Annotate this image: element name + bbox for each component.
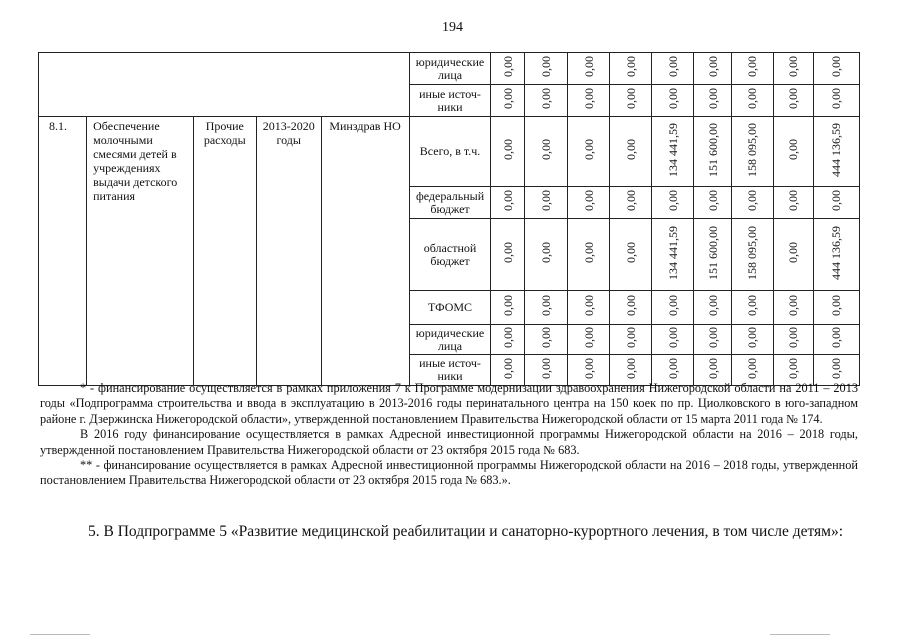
source-label: иные источ-ники <box>409 85 491 117</box>
value-cell <box>525 85 568 117</box>
value-text: 0,00 <box>786 88 801 109</box>
value-cell <box>773 291 813 325</box>
value-text: 0,00 <box>539 56 554 77</box>
value-text: 0,00 <box>745 56 760 77</box>
executor: Минздрав НО <box>321 117 409 386</box>
value-cell <box>610 53 652 85</box>
value-text: 0,00 <box>623 190 638 211</box>
source-label: юридические лица <box>409 53 491 85</box>
source-label: иные источ-ники <box>409 355 491 386</box>
value-cell <box>652 85 694 117</box>
value-text: 0,00 <box>500 357 515 379</box>
value-cell <box>773 117 813 187</box>
value-cell <box>652 53 694 85</box>
section-heading: 5. В Подпрограмме 5 «Развитие медицинской реабилитации и санаторно-курортного лечения, в том числе детям»: <box>88 523 844 540</box>
value-cell <box>813 325 859 355</box>
value-cell <box>773 85 813 117</box>
page-number: 194 <box>442 20 463 35</box>
value-cell <box>652 325 694 355</box>
scan-artifact-line <box>30 634 90 635</box>
value-cell <box>491 291 525 325</box>
value-text: 0,00 <box>581 295 596 316</box>
value-text: 0,00 <box>705 190 720 211</box>
value-text: 0,00 <box>500 295 515 316</box>
value-cell <box>813 85 859 117</box>
value-cell <box>491 219 525 291</box>
table-row <box>39 53 860 85</box>
value-text: 0,00 <box>665 357 680 379</box>
value-cell <box>652 291 694 325</box>
value-cell <box>813 291 859 325</box>
value-text: 158 095,00 <box>745 225 760 280</box>
value-text: 444 136,59 <box>829 225 844 280</box>
source-label: Всего, в т.ч. <box>409 117 491 187</box>
value-text: 0,00 <box>539 295 554 316</box>
value-cell <box>568 53 610 85</box>
value-text: 0,00 <box>786 56 801 77</box>
value-text: 0,00 <box>500 88 515 109</box>
value-text: 0,00 <box>581 327 596 348</box>
value-cell <box>731 219 773 291</box>
value-text: 0,00 <box>829 295 844 316</box>
value-cell <box>568 291 610 325</box>
value-cell <box>491 53 525 85</box>
value-cell <box>773 325 813 355</box>
value-cell <box>610 117 652 187</box>
source-label: федеральный бюджет <box>409 187 491 219</box>
value-text: 0,00 <box>539 190 554 211</box>
value-text: 0,00 <box>829 56 844 77</box>
value-text: 0,00 <box>705 357 720 379</box>
item-number: 8.1. <box>39 117 87 386</box>
scan-artifact-line <box>770 634 830 635</box>
value-text: 0,00 <box>745 357 760 379</box>
value-text: 0,00 <box>539 88 554 109</box>
value-cell <box>525 219 568 291</box>
value-cell <box>773 53 813 85</box>
value-text: 0,00 <box>623 139 638 160</box>
continuation-empty-cell <box>39 53 410 117</box>
value-cell <box>694 291 732 325</box>
value-text: 0,00 <box>539 242 554 263</box>
table-body <box>39 53 860 386</box>
value-cell <box>694 117 732 187</box>
value-text: 0,00 <box>705 327 720 348</box>
value-text: 0,00 <box>539 357 554 379</box>
value-cell <box>731 53 773 85</box>
value-text: 0,00 <box>786 242 801 263</box>
value-text: 0,00 <box>745 190 760 211</box>
value-text: 0,00 <box>623 88 638 109</box>
value-text: 0,00 <box>623 56 638 77</box>
value-text: 0,00 <box>581 190 596 211</box>
value-text: 444 136,59 <box>829 122 844 177</box>
value-cell <box>731 85 773 117</box>
value-text: 0,00 <box>665 295 680 316</box>
value-cell <box>773 187 813 219</box>
value-cell <box>813 117 859 187</box>
value-text: 0,00 <box>745 327 760 348</box>
source-label: ТФОМС <box>409 291 491 325</box>
value-cell <box>731 187 773 219</box>
value-text: 0,00 <box>581 242 596 263</box>
value-cell <box>652 117 694 187</box>
value-cell <box>568 187 610 219</box>
value-text: 151 600,00 <box>705 225 720 280</box>
value-text: 0,00 <box>665 56 680 77</box>
value-cell <box>731 291 773 325</box>
value-text: 0,00 <box>500 139 515 160</box>
source-label: юридические лица <box>409 325 491 355</box>
value-cell <box>652 219 694 291</box>
value-cell <box>610 325 652 355</box>
value-text: 0,00 <box>786 357 801 379</box>
value-text: 0,00 <box>786 327 801 348</box>
value-cell <box>525 291 568 325</box>
value-text: 158 095,00 <box>745 122 760 177</box>
period: 2013-2020 годы <box>257 117 321 386</box>
value-cell <box>568 117 610 187</box>
value-cell <box>773 219 813 291</box>
financing-table <box>38 52 860 386</box>
value-text: 0,00 <box>665 190 680 211</box>
value-cell <box>731 325 773 355</box>
footnotes <box>40 381 858 489</box>
value-text: 0,00 <box>786 295 801 316</box>
value-cell <box>568 325 610 355</box>
value-text: 0,00 <box>500 327 515 348</box>
value-cell <box>610 219 652 291</box>
value-cell <box>652 187 694 219</box>
value-text: 0,00 <box>581 139 596 160</box>
value-cell <box>525 53 568 85</box>
table-row <box>39 117 860 187</box>
value-cell <box>610 187 652 219</box>
value-text: 0,00 <box>745 88 760 109</box>
value-text: 0,00 <box>786 139 801 160</box>
value-text: 0,00 <box>829 190 844 211</box>
value-cell <box>568 85 610 117</box>
expense-type: Прочие расходы <box>193 117 256 386</box>
value-cell <box>694 325 732 355</box>
value-cell <box>694 219 732 291</box>
value-cell <box>491 117 525 187</box>
value-cell <box>525 187 568 219</box>
value-text: 0,00 <box>623 327 638 348</box>
value-cell <box>568 219 610 291</box>
value-cell <box>610 291 652 325</box>
value-text: 0,00 <box>623 357 638 379</box>
value-text: 0,00 <box>829 327 844 348</box>
value-text: 151 600,00 <box>705 122 720 177</box>
value-text: 0,00 <box>665 88 680 109</box>
value-cell <box>610 85 652 117</box>
value-cell <box>731 117 773 187</box>
value-text: 0,00 <box>623 242 638 263</box>
value-cell <box>491 187 525 219</box>
footnote-double-star: ** - финансирование осуществляется в рамках Адресной инвестиционной программы Нижегородской области на 2016 – 2018 годы, утвержденной постановлением Правительства Нижегородской области от 23 октября 2015 года № 683.». <box>40 458 858 488</box>
footnote-star: * - финансирование осуществляется в рамках приложения 7 к Программе модернизации здравоохранения Нижегородской области на 2011 – 2013 годы «Подпрограмма строительства и ввода в эксплуатацию в 2013-2016 годы перинатального центра на 150 коек по пр. Циолковского в юго-западном районе г. Дзержинска Нижегородской области», утвержденной постановлением Правительства Нижегородской области от 15 марта 2011 года № 174. <box>40 381 858 426</box>
value-text: 0,00 <box>623 295 638 316</box>
value-text: 0,00 <box>581 357 596 379</box>
value-text: 0,00 <box>829 357 844 379</box>
value-text: 0,00 <box>500 190 515 211</box>
value-cell <box>525 325 568 355</box>
value-text: 0,00 <box>539 327 554 348</box>
value-text: 0,00 <box>581 88 596 109</box>
value-text: 0,00 <box>745 295 760 316</box>
value-text: 0,00 <box>581 56 596 77</box>
value-text: 0,00 <box>705 295 720 316</box>
value-cell <box>491 325 525 355</box>
value-cell <box>813 53 859 85</box>
value-cell <box>813 187 859 219</box>
value-text: 0,00 <box>539 139 554 160</box>
value-text: 0,00 <box>705 88 720 109</box>
value-cell <box>694 85 732 117</box>
value-cell <box>491 85 525 117</box>
value-text: 134 441,59 <box>665 122 680 177</box>
value-cell <box>694 187 732 219</box>
value-text: 0,00 <box>500 242 515 263</box>
value-cell <box>813 219 859 291</box>
source-label: областной бюджет <box>409 219 491 291</box>
value-text: 0,00 <box>665 327 680 348</box>
value-text: 0,00 <box>829 88 844 109</box>
item-name: Обеспечение молочными смесями детей в учреждениях выдачи детского питания <box>87 117 193 386</box>
footnote-2016: В 2016 году финансирование осуществляется в рамках Адресной инвестиционной программы Нижегородской области на 2016 – 2018 годы, утвержденной постановлением Правительства Нижегородской области от 23 октября 2015 года № 683. <box>40 427 858 457</box>
value-text: 0,00 <box>500 56 515 77</box>
value-cell <box>525 117 568 187</box>
value-text: 134 441,59 <box>665 225 680 280</box>
value-text: 0,00 <box>705 56 720 77</box>
value-text: 0,00 <box>786 190 801 211</box>
value-cell <box>694 53 732 85</box>
